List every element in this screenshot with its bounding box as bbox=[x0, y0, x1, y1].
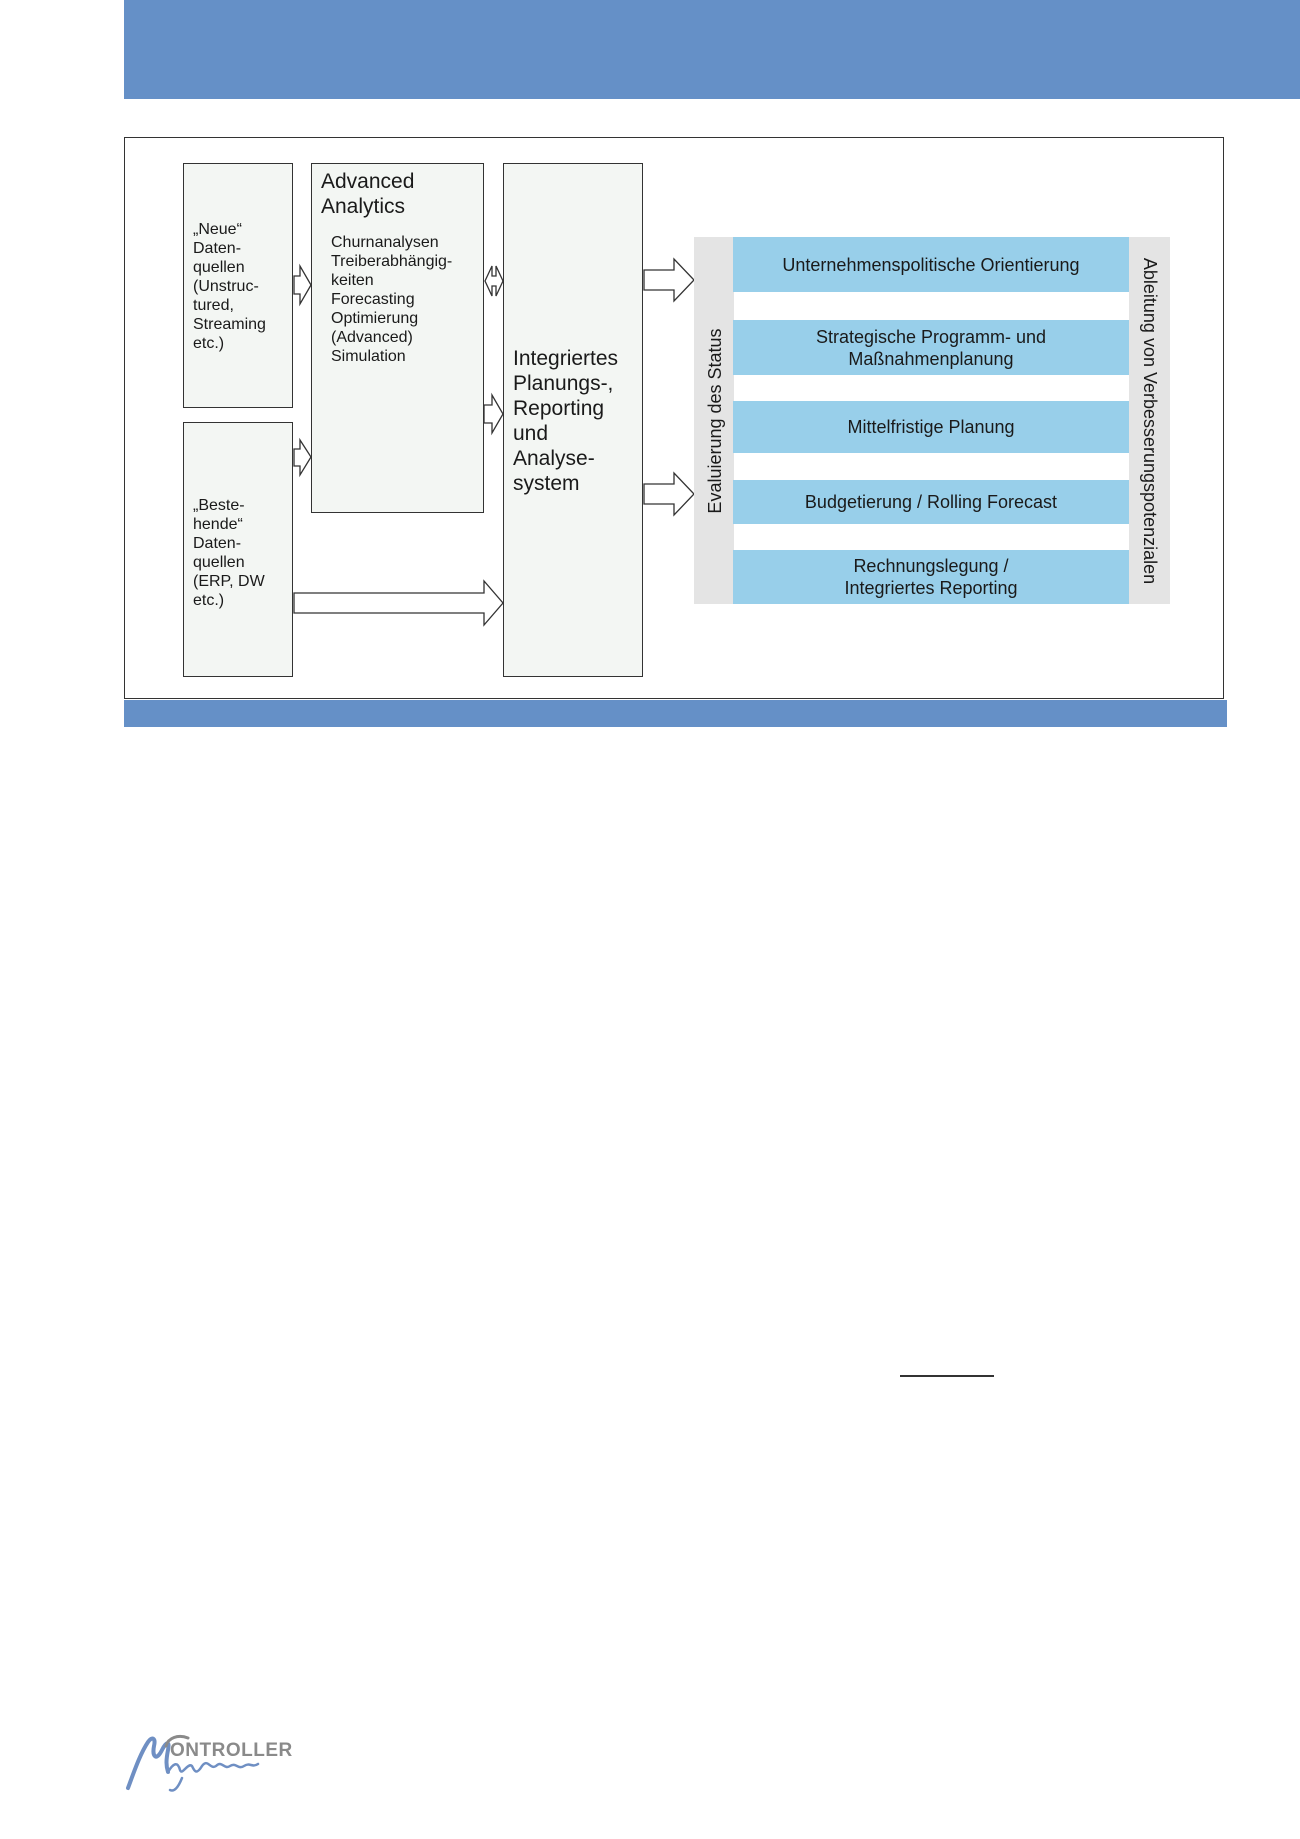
level-label: Unternehmenspolitische Orientierung bbox=[782, 254, 1080, 275]
arrow-analytics-to-integrated bbox=[484, 395, 503, 433]
level-label: Rechnungslegung / Integriertes Reporting bbox=[844, 556, 1018, 598]
arrow-existing-to-integrated bbox=[294, 581, 503, 625]
existing-sources-label: „Beste- hende“ Daten- quellen (ERP, DW etc.) bbox=[193, 497, 265, 609]
level-label: Budgetierung / Rolling Forecast bbox=[804, 492, 1058, 512]
level-label: Strategische Programm- und Maßnahmenplanung bbox=[815, 326, 1047, 369]
level-bar bbox=[733, 237, 1129, 292]
arrow-existing-to-analytics bbox=[294, 440, 311, 475]
level-bar bbox=[733, 320, 1129, 375]
arrow-new-to-analytics bbox=[294, 266, 311, 304]
arrow-integrated-to-levels-lower bbox=[644, 473, 694, 515]
integrated-system-label: Integriertes Planungs-, Reporting und Analyse- system bbox=[513, 347, 619, 495]
level-bar bbox=[733, 550, 1129, 604]
new-sources-label: „Neue“ Daten- quellen (Unstruc- tured, Streaming etc.) bbox=[193, 221, 266, 352]
level-bar bbox=[733, 480, 1129, 524]
level-bar bbox=[733, 401, 1129, 453]
controller-magazin-logo bbox=[122, 1732, 293, 1794]
footnote-rule bbox=[900, 1375, 994, 1377]
advanced-analytics-items: Churnanalysen Treiberabhängig- keiten Forecasting Optimierung (Advanced) Simulation bbox=[331, 234, 453, 365]
level-label: Mittelfristige Planung bbox=[847, 417, 1015, 437]
logo-wordmark: ONTROLLER bbox=[170, 1740, 293, 1761]
status-evaluation-label: Evaluierung des Status bbox=[705, 328, 725, 514]
advanced-analytics-title: Advanced Analytics bbox=[321, 170, 415, 218]
caption-band bbox=[124, 700, 1227, 727]
arrow-analytics-to-integrated-bidirectional bbox=[485, 266, 503, 296]
arrow-integrated-to-levels-upper bbox=[644, 259, 694, 301]
flow-arrows bbox=[0, 0, 1300, 800]
improvement-potential-label: Ableitung von Verbesserungspotenzialen bbox=[1140, 257, 1160, 585]
